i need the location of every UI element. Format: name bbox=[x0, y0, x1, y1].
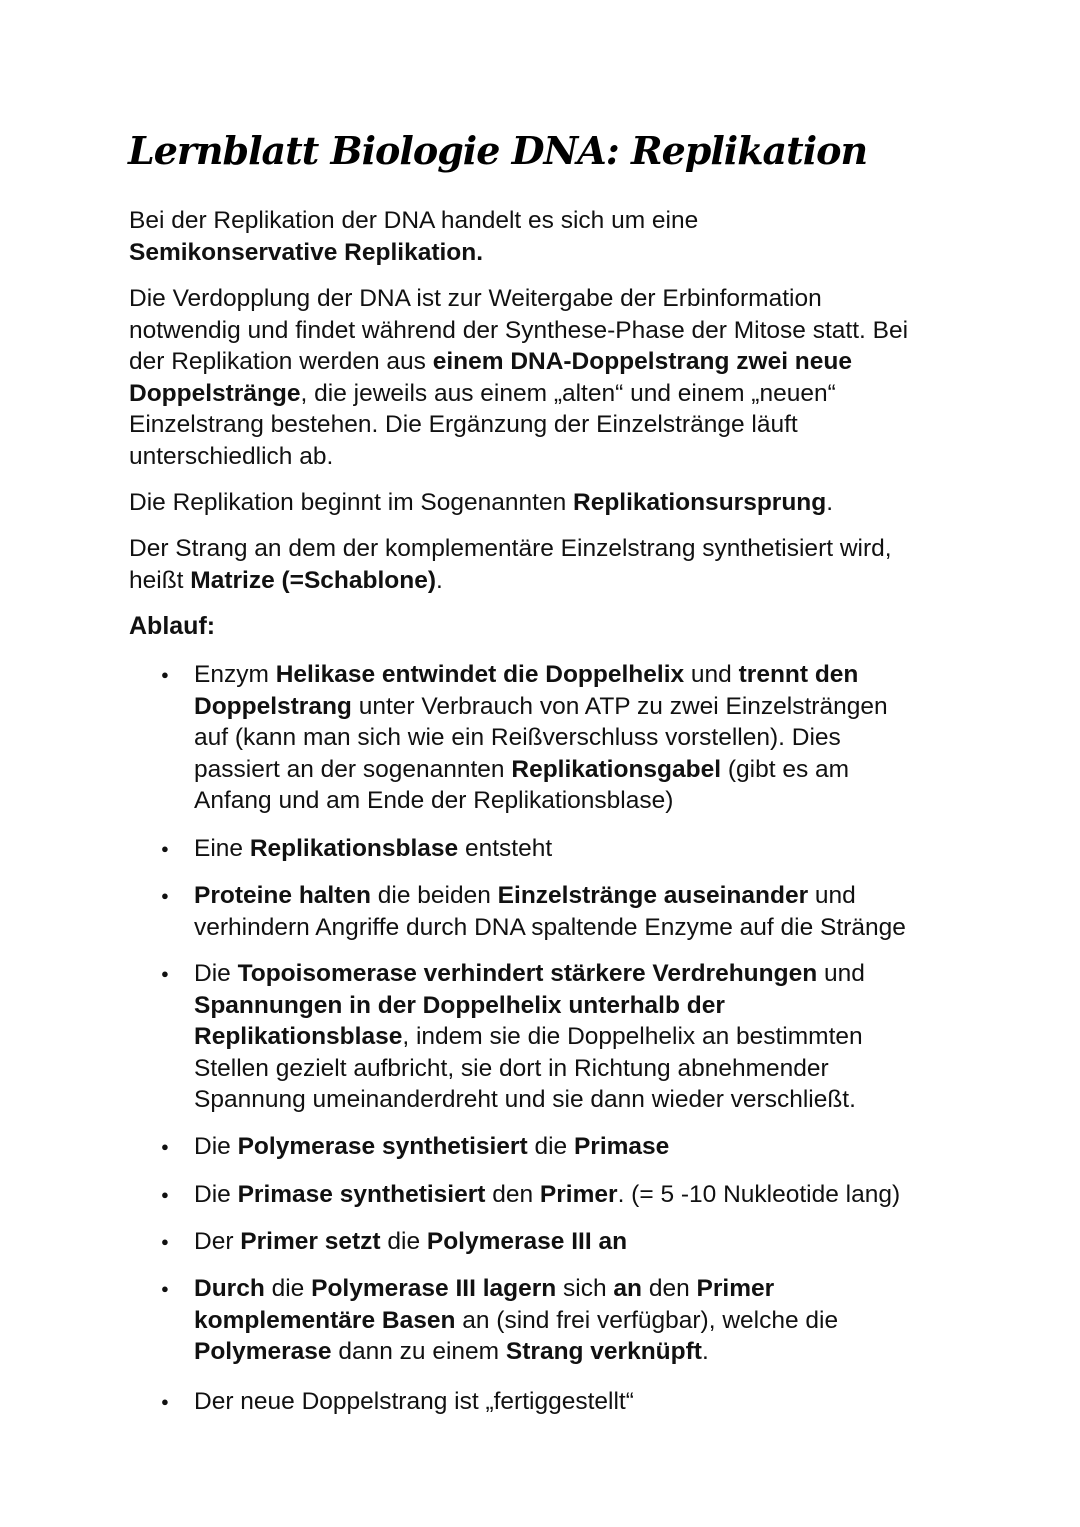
text: Die Verdopplung der DNA ist zur Weitergabe der Erbinformation bbox=[129, 285, 822, 312]
text-line bbox=[194, 785, 888, 817]
text-line bbox=[194, 833, 552, 865]
text-line bbox=[194, 1021, 865, 1053]
text: den bbox=[642, 1275, 697, 1302]
list-item bbox=[194, 1273, 838, 1368]
bullet-icon: ● bbox=[161, 667, 169, 682]
text-line bbox=[129, 533, 892, 565]
text-line bbox=[129, 409, 908, 441]
bullet-icon: ● bbox=[161, 1281, 169, 1296]
text: der Replikation werden aus bbox=[129, 348, 433, 375]
bold-text: Semikonservative Replikation. bbox=[129, 238, 484, 266]
text-line bbox=[194, 990, 865, 1022]
bullet-icon: ● bbox=[161, 841, 169, 856]
paragraph bbox=[129, 283, 908, 472]
text: Anfang und am Ende der Replikationsblase) bbox=[194, 787, 674, 814]
paragraph bbox=[129, 487, 833, 519]
paragraph bbox=[129, 533, 892, 596]
text-line bbox=[194, 1273, 838, 1305]
text: Die Replikation beginnt im Sogenannten bbox=[129, 489, 574, 516]
bullet-icon: ● bbox=[161, 966, 169, 981]
text: dann zu einem bbox=[331, 1338, 506, 1365]
text: , indem sie die Doppelhelix an bestimmten bbox=[402, 1023, 863, 1050]
text: passiert an der sogenannten bbox=[194, 755, 512, 783]
text-line bbox=[194, 1179, 900, 1211]
list-item bbox=[194, 1179, 900, 1211]
text: Der bbox=[194, 1228, 241, 1255]
list-item bbox=[194, 833, 552, 865]
text: (gibt es am bbox=[721, 755, 850, 783]
bold-text: Spannungen in der Doppelhelix unterhalb der bbox=[194, 991, 725, 1019]
text: unter Verbrauch von ATP zu zwei Einzelsträngen bbox=[351, 692, 888, 720]
text: Enzym bbox=[194, 661, 276, 688]
text: , die jeweils aus einem „alten“ und einem „neuen“ bbox=[300, 379, 836, 407]
list-item bbox=[194, 1131, 669, 1163]
text-line bbox=[194, 1386, 634, 1418]
text: die beiden bbox=[370, 882, 498, 909]
text: und bbox=[817, 960, 865, 987]
text: Der Strang an dem der komplementäre Einzelstrang synthetisiert wird, bbox=[129, 535, 892, 562]
bold-text: Primase synthetisiert bbox=[237, 1181, 486, 1208]
text: sich bbox=[556, 1275, 614, 1302]
list-item bbox=[194, 958, 865, 1116]
list-item bbox=[194, 1226, 627, 1258]
text: . bbox=[701, 1338, 709, 1365]
text: die bbox=[264, 1275, 312, 1302]
text-line bbox=[129, 315, 908, 347]
text: Spannung umeinanderdreht und sie dann wieder verschließt. bbox=[194, 1086, 856, 1113]
text: heißt bbox=[129, 566, 191, 594]
bold-text: Primase bbox=[573, 1133, 670, 1160]
text-line bbox=[129, 565, 892, 597]
text: Stellen gezielt aufbricht, sie dort in Richtung abnehmender bbox=[194, 1054, 829, 1082]
text: auf (kann man sich wie ein Reißverschluss vorstellen). Dies bbox=[194, 724, 841, 751]
text: . bbox=[436, 566, 443, 594]
text: entsteht bbox=[458, 835, 553, 862]
text: und bbox=[808, 882, 856, 909]
bullet-icon: ● bbox=[161, 1394, 169, 1409]
bold-text: Matrize (=Schablone) bbox=[190, 566, 437, 594]
paragraph bbox=[129, 205, 698, 268]
bold-text: Proteine halten bbox=[194, 882, 371, 909]
bold-text: trennt den bbox=[738, 661, 859, 688]
text: an (sind frei verfügbar), welche die bbox=[455, 1306, 839, 1334]
bullet-icon: ● bbox=[161, 888, 169, 903]
bullet-icon: ● bbox=[161, 1234, 169, 1249]
text-line bbox=[194, 691, 888, 723]
text-line bbox=[129, 346, 908, 378]
page-title: Lernblatt Biologie DNA: Replikation bbox=[128, 128, 868, 173]
text-line bbox=[194, 1053, 865, 1085]
text-line bbox=[194, 754, 888, 786]
bold-text: Polymerase synthetisiert bbox=[237, 1133, 528, 1160]
bold-text: Polymerase III lagern bbox=[311, 1275, 557, 1302]
bold-text: Einzelstränge auseinander bbox=[497, 882, 809, 909]
text: . (= 5 -10 Nukleotide lang) bbox=[617, 1181, 901, 1208]
text-line bbox=[129, 237, 698, 269]
bold-text: Replikationsgabel bbox=[511, 755, 722, 783]
text: unterschiedlich ab. bbox=[129, 442, 334, 470]
bullet-icon: ● bbox=[161, 1187, 169, 1202]
bold-text: komplementäre Basen bbox=[194, 1306, 456, 1334]
text: Die bbox=[194, 1181, 238, 1208]
text-line bbox=[194, 880, 906, 912]
bold-text: Topoisomerase verhindert stärkere Verdrehungen bbox=[237, 960, 818, 987]
text-line bbox=[194, 1131, 669, 1163]
bold-text: Replikationsursprung bbox=[573, 489, 827, 516]
bold-text: Primer bbox=[696, 1275, 775, 1302]
text-line bbox=[129, 205, 698, 237]
text-line bbox=[129, 441, 908, 473]
list-item bbox=[194, 880, 906, 943]
text: notwendig und findet während der Synthese-Phase der Mitose statt. Bei bbox=[129, 316, 909, 344]
text: . bbox=[826, 489, 834, 516]
text-line bbox=[194, 1305, 838, 1337]
text: Die bbox=[194, 960, 238, 987]
bold-text: Polymerase III an bbox=[426, 1228, 628, 1255]
bold-text: Ablauf: bbox=[129, 612, 216, 640]
text-line bbox=[129, 487, 833, 519]
text: Einzelstrang bestehen. Die Ergänzung der Einzelstränge läuft bbox=[129, 411, 798, 438]
text-line bbox=[194, 722, 888, 754]
bold-text: Doppelstrang bbox=[194, 692, 352, 720]
text-line bbox=[194, 1084, 865, 1116]
text-line bbox=[129, 283, 908, 315]
bold-text: Helikase entwindet die Doppelhelix bbox=[275, 661, 685, 688]
bold-text: Replikationsblase bbox=[194, 1023, 403, 1050]
text-line bbox=[194, 958, 865, 990]
bold-text: Doppelstränge bbox=[129, 379, 301, 407]
text: Die bbox=[194, 1133, 238, 1160]
text: und bbox=[684, 661, 739, 688]
bold-text: Strang verknüpft bbox=[505, 1338, 702, 1365]
text-line bbox=[194, 1336, 838, 1368]
text-line bbox=[194, 912, 906, 944]
section-heading bbox=[129, 611, 215, 643]
list-item bbox=[194, 659, 888, 817]
bold-text: Durch bbox=[194, 1275, 265, 1302]
text: die bbox=[380, 1228, 427, 1255]
bold-text: an bbox=[613, 1275, 643, 1302]
text: verhindern Angriffe durch DNA spaltende Enzyme auf die Stränge bbox=[194, 913, 906, 941]
bold-text: Replikationsblase bbox=[249, 835, 459, 862]
text-line bbox=[129, 378, 908, 410]
text-line bbox=[194, 1226, 627, 1258]
bold-text: Primer setzt bbox=[240, 1228, 381, 1255]
list-item bbox=[194, 1386, 634, 1418]
text-line bbox=[194, 659, 888, 691]
bold-text: Polymerase bbox=[194, 1338, 332, 1365]
bullet-icon: ● bbox=[161, 1139, 169, 1154]
text: die bbox=[527, 1133, 574, 1160]
text: Eine bbox=[194, 835, 250, 862]
text-line bbox=[129, 611, 215, 643]
text: Der neue Doppelstrang ist „fertiggestellt“ bbox=[194, 1388, 634, 1415]
bold-text: einem DNA-Doppelstrang zwei neue bbox=[432, 348, 852, 375]
text: Bei der Replikation der DNA handelt es sich um eine bbox=[129, 207, 699, 234]
text: den bbox=[485, 1181, 540, 1208]
bold-text: Primer bbox=[539, 1181, 618, 1208]
